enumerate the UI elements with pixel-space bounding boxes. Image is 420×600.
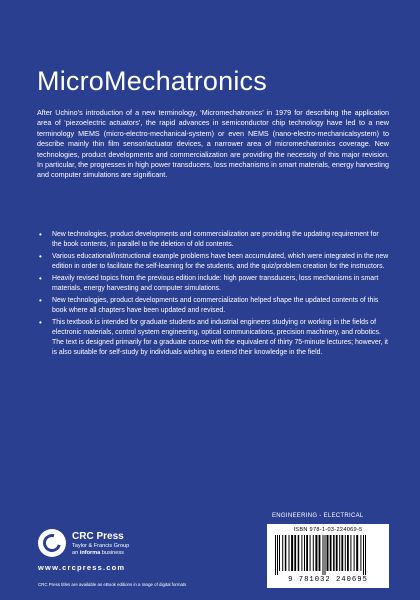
barcode-bar [310,535,311,571]
barcode-bar [323,535,324,575]
business-prefix: an [72,550,79,556]
barcode-bar [347,535,349,571]
barcode-bar [365,535,366,575]
bullet-icon: • [39,273,42,283]
list-item [37,318,389,359]
barcode-bar [319,535,321,571]
barcode-bar [304,535,305,571]
subject-category: ENGINEERING - ELECTRICAL [272,513,364,519]
barcode-bar [345,535,346,571]
barcode-bar [275,535,276,575]
barcode-bar [301,535,302,571]
barcode-bar [279,535,280,571]
barcode-bar [282,535,283,571]
bullet-icon: • [39,295,42,305]
barcode-digits: 9 781032 240695 [288,576,368,584]
list-item-text: New technologies, product developments and commercialization are providing the updating requirement for the book contents, in parallel to the deletion of old contents. [52,231,379,249]
barcode-bar [356,535,358,571]
list-item [37,230,389,250]
publisher-name: CRC Press [72,531,124,542]
intro-paragraph: After Uchino’s introduction of a new terminology, ‘Micromechatronics’ in 1979 for describing the application area of ‘piezoelectric actuators’, the rapid advances in semiconductor chip technology have led to a new terminology MEMS (micro-electro-mechanical-system) or even NEMS (nano-electro-mechanicalsystem) to describe mainly thin film sensor/actuator devices, a narrower area of micromechatronics coverage. New technologies, product developments and commercialization are providing the necessity of this major revision. In particular, the progresses in high power transducers, loss mechanisms in smart materials, energy harvesting and computer simulations are significant. [37,108,389,180]
ebook-footnote: CRC Press titles are available as eBook editions in a range of digital formats [38,582,187,587]
barcode-bar [327,535,329,571]
barcode-bar [330,535,332,571]
list-item [37,274,389,294]
barcode-bar [333,535,335,571]
crc-logo-icon [38,529,66,557]
barcode-bar [350,535,351,571]
list-item-text: Heavily revised topics from the previous edition include: high power transducers, loss mechanisms in smart materials, energy harvesting and computer simulations. [52,274,379,293]
isbn-barcode-box [267,524,389,588]
barcode-bar [277,535,278,575]
publisher-url[interactable]: www.crcpress.com [38,563,126,572]
barcode-bar [313,535,314,571]
isbn-label: ISBN 978-1-03-224069-5 [293,527,363,533]
bullet-icon: • [39,251,42,261]
list-item [37,252,389,272]
business-name: informa [79,550,101,556]
barcode-bar [341,535,343,571]
list-item-text: This textbook is intended for graduate students and industrial engineers studying or working in the fields of electronic materials, control system engineering, optical communications, precision machinery, and robotics. The text is designed primarily for a graduate course with the equivalent of thirty 75-minute lectures; however, it is also suitable for self-study by individuals wishing to extend their knowledge in the field. [52,318,388,357]
feature-list [37,230,389,360]
barcode-bar [339,535,340,571]
barcode-bar [298,535,300,571]
list-item [37,296,389,316]
barcode-bar [315,535,317,571]
barcode-bar [294,535,296,571]
book-title: MicroMechatronics [37,66,267,96]
barcode-bar [354,535,355,571]
business-suffix: business [101,550,124,556]
publisher-business-line [72,550,124,557]
barcode-bar [285,535,287,571]
barcode-icon [273,535,383,575]
barcode-bar [363,535,364,575]
bullet-icon: • [39,230,42,239]
barcode-bar [291,535,293,571]
publisher-logo [38,525,228,561]
barcode-bar [325,535,326,575]
barcode-bar [289,535,290,571]
barcode-bar [360,535,361,571]
barcode-bar [336,535,338,571]
bullet-icon: • [39,317,42,327]
publisher-group: Taylor & Francis Group [72,543,130,549]
barcode-bar [306,535,308,571]
list-item-text: New technologies, product developments and commercialization helped shape the updated contents of this book where all chapters have been updated and revised. [52,296,379,314]
list-item-text: Various educational/instructional example problems have been accumulated, which were integrated in the new edition in order to facilitate the self-learning for the students, and the quiz/problem creation for the instructors. [52,252,389,271]
